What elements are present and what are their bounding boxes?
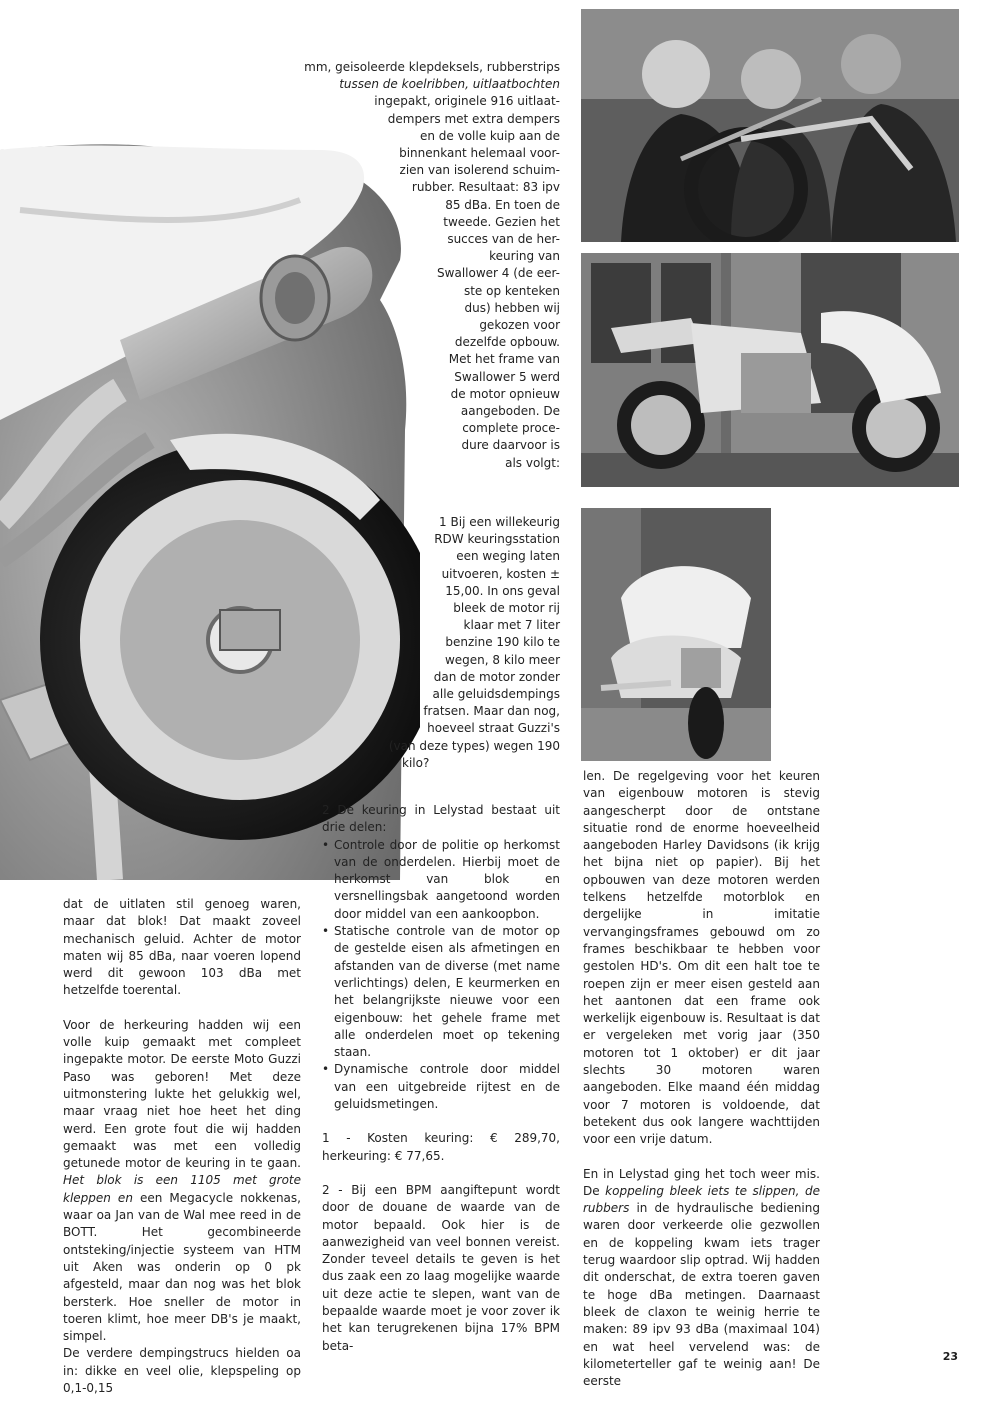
step1-line-2: RDW keuringsstation (434, 532, 560, 547)
page-number: 23 (942, 1350, 958, 1363)
bpm-note: 2 - Bij een BPM aangiftepunt wordt door de douane de waarde van de motor bepaald. Ook hier is de aanwezigheid van veel bonnen vereist. Zonder teveel details te geven is het dus zaak een zo laag mogelijke waarde uit deze actie te slepen, want van de bepaalde waarde moet je voor zover ik het kan terugrekenen bijna 17% BPM beta- (322, 1182, 560, 1353)
inspection-list (322, 837, 560, 1114)
three-men-illustration (581, 9, 959, 242)
intro-line-7: zien van isolerend schuim- (399, 163, 560, 178)
step-1-block (330, 514, 560, 772)
motorcycle-side-view-illustration (581, 253, 959, 487)
left-paragraph-2 (63, 1017, 301, 1346)
step1-line-4: uitvoeren, kosten ± (441, 566, 560, 581)
intro-line-2: tussen de koelribben, uitlaatbochten (339, 77, 560, 92)
step1-line-5: 15,00. In ons geval (445, 583, 560, 598)
intro-line-15: dus) hebben wij (464, 300, 560, 315)
intro-line-18: Met het frame van (448, 352, 560, 367)
intro-line-10: tweede. Gezien het (443, 214, 560, 229)
inspection-item-dynamic: • Dynamische controle door middel van een uitgebreide rijtest en de geluidsmetingen. (322, 1061, 560, 1113)
intro-line-19: Swallower 5 werd (454, 369, 560, 384)
step1-line-14: (van deze types) wegen 190 (388, 738, 560, 753)
step1-line-13: hoeveel straat Guzzi's (427, 721, 560, 736)
intro-line-24: als volgt: (505, 455, 560, 470)
intro-line-12: keuring van (489, 249, 560, 264)
intro-line-22: complete proce- (462, 421, 560, 436)
right-paragraph-2-c: in de hydraulische bediening waren door verkeerde olie gezwollen en de koppeling kwam iets trager terug waardoor slip optrad. Wij hadden dit onderschat, de extra toeren gaven te hoge dBa metingen. Daarnaast bleek de claxon te weinig herrie te maken: 89 ipv 93 dBa (maximaal 104) en wat heel vervelend was: de kilometerteller gaf te weinig aan! De eerste (583, 1201, 820, 1389)
intro-line-3: ingepakt, originele 916 uitlaat- (374, 94, 560, 109)
left-paragraph-2-c: een Megacycle nokkenas, waar oa Jan van de Wal mee reed in de BOTT. Het gecombineerde ontsteking/injectie systeem van HTM uit Aken was onderin op 0 pk afgesteld, maar dan nog was het blok bersterk. Hoe sneller de motor in toeren klimt, hoe meer DB's je maakt, simpel. (63, 1190, 301, 1344)
motorcycle-side-view-photo (581, 253, 959, 487)
step1-line-9: wegen, 8 kilo meer (444, 652, 560, 667)
left-paragraph-2-a: Voor de herkeuring hadden wij een volle kuip gemaakt met compleet ingepakte motor. De eerste Moto Guzzi Paso was geboren! Met deze uitmonstering lukte het gelukkig wel, maar vraag niet hoe heet het ding werd. Een grote fout die wij hadden gemaakt was met een volledig getunede motor de keuring in te gaan. (63, 1017, 301, 1171)
three-men-with-motorcycle-photo (581, 9, 959, 242)
step1-line-11: alle geluidsdempings (432, 687, 560, 702)
inspection-item-police: • Controle door de politie op herkomst van de onderdelen. Hierbij moet de herkomst van blok en versnellingsbak aangetoond worden door middel van een aankoopbon. (322, 837, 560, 923)
intro-line-23: dure daarvoor is (461, 438, 560, 453)
motorcycle-front-view-illustration (581, 508, 771, 761)
left-paragraph-1: dat de uitlaten stil genoeg waren, maar dat blok! Dat maakt zoveel mechanisch geluid. Achter de motor maten wij 85 dBa, naar voeren lopend werd dit gewoon 103 dBa met hetzelfde toerental. (63, 897, 301, 998)
motorcycle-front-view-photo (581, 508, 771, 761)
inspection-item-static: • Statische controle van de motor op de gestelde eisen als afmetingen en afstanden van de diverse (met name verlichtings) delen, E keurmerken en het belangrijkste nieuwe voor een eigenbouw: het gehele frame met alle onderdelen moet op tekening staan. (322, 923, 560, 1061)
middle-column (322, 802, 560, 1355)
left-column (63, 896, 301, 1397)
right-column (583, 768, 820, 1390)
intro-line-1: mm, geisoleerde klepdeksels, rubberstrips (304, 60, 560, 74)
intro-line-20: de motor opnieuw (450, 386, 560, 401)
step1-line-1: 1 Bij een willekeurig (439, 515, 560, 529)
step1-line-7: klaar met 7 liter (463, 618, 560, 633)
step1-line-8: benzine 190 kilo te (445, 635, 560, 650)
intro-line-5: en de volle kuip aan de (419, 128, 560, 143)
right-paragraph-2 (583, 1166, 820, 1391)
right-paragraph-2-a: En in Lelystad ging het toch weer mis. De (583, 1166, 820, 1198)
right-paragraph-2-italic: koppeling bleek iets te slippen, de rubbers (583, 1183, 820, 1216)
right-paragraph-1: len. De regelgeving voor het keuren van eigenbouw motoren is stevig aangescherpt door de ontstane situatie rond de enorme hoeveelheid aangeboden Harley Davidsons (ik krijg het bijna niet op papier). Bij het opbouwen van deze motoren werden telkens hetzelfde motorblok en dergelijke in imitatie vervangingsframes gebouwd om zo frames beschikbaar te hebben voor gestolen HD's. Om dit een halt toe te roepen zijn er meer eisen gesteld aan het aantonen dat een frame ook werkelijk eigenbouw is. Resultaat is dat er vergeleken met vorig jaar (350 motoren tot 1 oktober) er dit jaar slechts 30 motoren waren aangeboden. Elke maand één middag voor 7 motoren is voldoende, dat betekent dus ook langere wachttijden voor een vrije datum. (583, 769, 820, 1147)
intro-line-21: aangeboden. De (460, 404, 560, 419)
costs-note: 1 - Kosten keuring: € 289,70, herkeuring: € 77,65. (322, 1131, 560, 1163)
left-paragraph-3: De verdere dempingstrucs hielden oa in: dikke en veel olie, klepspeling op 0,1-0,15 (63, 1346, 301, 1396)
intro-line-8: rubber. Resultaat: 83 ipv (411, 180, 560, 195)
intro-line-16: gekozen voor (479, 318, 560, 333)
intro-line-6: binnenkant helemaal voor- (399, 146, 560, 161)
intro-line-13: Swallower 4 (de eer- (437, 266, 560, 281)
step1-line-10: dan de motor zonder (433, 669, 560, 684)
left-paragraph-2-italic: Het blok is een 1105 met grote kleppen en (63, 1173, 301, 1205)
step-2-intro: 2 De keuring in Lelystad bestaat uit drie delen: (322, 803, 560, 835)
intro-line-4: dempers met extra dempers (387, 111, 560, 126)
intro-line-9: 85 dBa. En toen de (445, 197, 560, 212)
intro-line-17: dezelfde opbouw. (454, 335, 560, 350)
step1-line-15: kilo? (402, 755, 430, 770)
intro-column (290, 59, 560, 472)
step1-line-3: een weging laten (456, 549, 560, 564)
step1-line-12: fratsen. Maar dan nog, (423, 704, 560, 719)
step1-line-6: bleek de motor rij (453, 601, 560, 616)
intro-line-11: succes van de her- (447, 232, 560, 247)
intro-line-14: ste op kenteken (463, 283, 560, 298)
